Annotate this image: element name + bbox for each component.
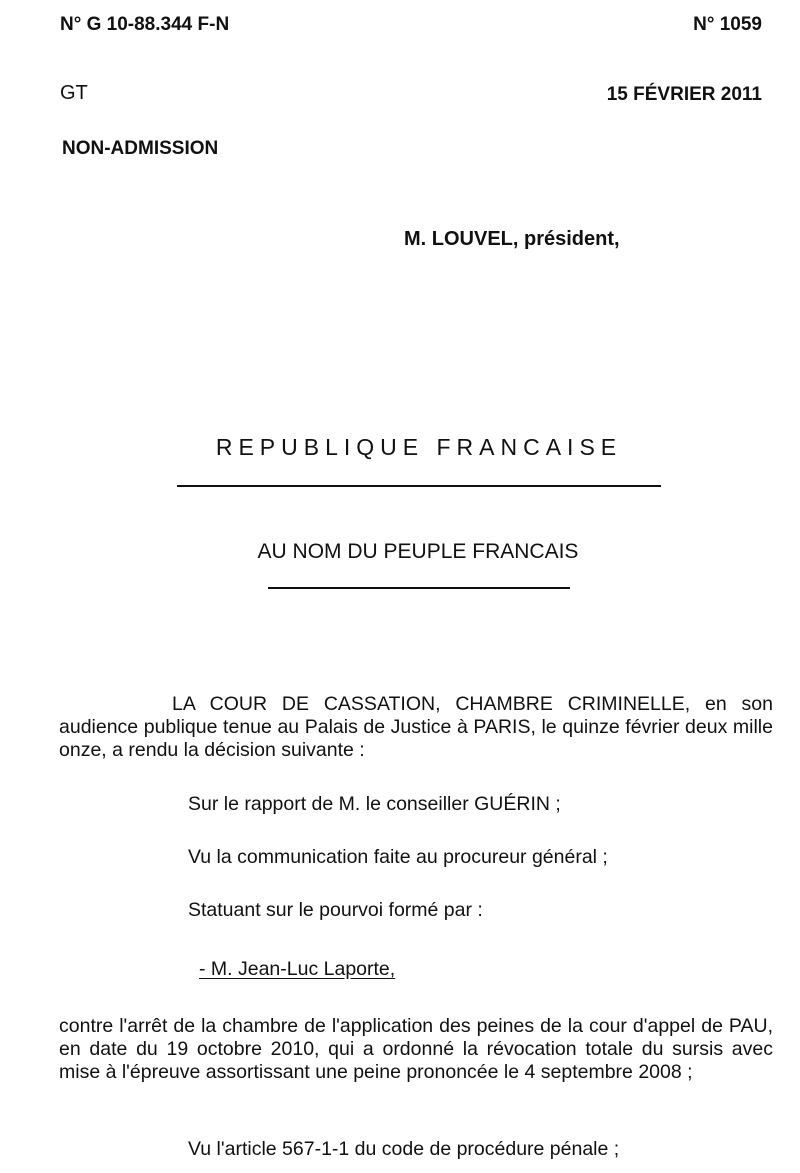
subtitle-divider [268, 587, 570, 589]
republic-title: REPUBLIQUE FRANCAISE [215, 434, 623, 460]
decision-date: 15 FÉVRIER 2011 [606, 84, 762, 105]
appellant-name: - M. Jean-Luc Laporte, [199, 958, 396, 980]
decision-number: N° 1059 [693, 14, 762, 35]
people-title: AU NOM DU PEUPLE FRANCAIS [257, 540, 579, 563]
intro-paragraph: LA COUR DE CASSATION, CHAMBRE CRIMINELLE, en son audience publique tenue au Palais de Justice à PARIS, le quinze février deux mille onze, a rendu la décision suivante : [59, 693, 773, 761]
decision-outcome: NON-ADMISSION [62, 138, 219, 159]
article-line: Vu l'article 567-1-1 du code de procédure pénale ; [188, 1138, 620, 1160]
report-line: Sur le rapport de M. le conseiller GUÉRIN ; [188, 793, 561, 815]
statuant-line: Statuant sur le pourvoi formé par : [188, 899, 483, 921]
president-line: M. LOUVEL, président, [404, 228, 620, 250]
appeal-detail-paragraph: contre l'arrêt de la chambre de l'application des peines de la cour d'appel de PAU, en date du 19 octobre 2010, qui a ordonné la révocation totale du sursis avec mise à l'épreuve assortissant une peine prononcée le 4 septembre 2008 ; [59, 1015, 773, 1083]
clerk-initials: GT [60, 82, 88, 104]
case-number: N° G 10-88.344 F-N [60, 14, 230, 35]
communication-line: Vu la communication faite au procureur général ; [188, 846, 608, 868]
title-divider [177, 485, 661, 487]
